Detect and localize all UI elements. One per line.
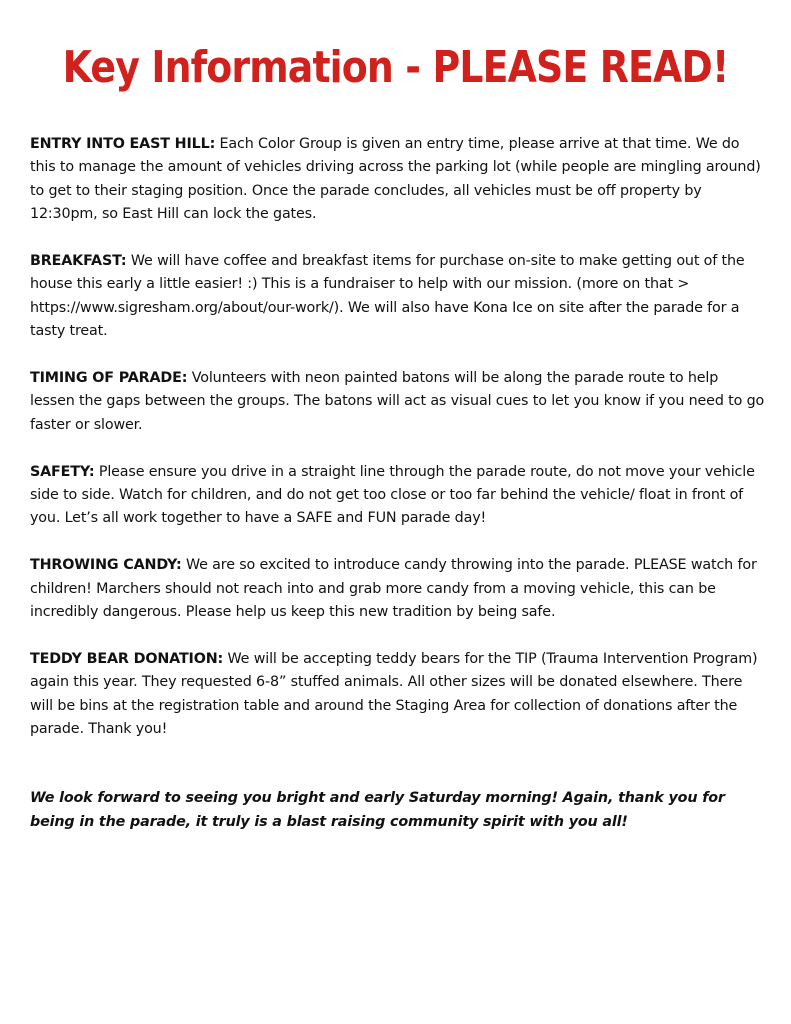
section-body: We will have coffee and breakfast items for purchase on-site to make getting out of the house this early a little easier! :) This is a fundraiser to help with our mission. (more on that > https://www.sigresham.org/about/our-work/). We will also have Kona Ice on site after the parade for a tasty treat. xyxy=(30,253,745,340)
section-entry xyxy=(30,133,765,227)
section-heading: BREAKFAST: xyxy=(30,253,127,270)
section-body: We will be accepting teddy bears for the TIP (Trauma Intervention Program) again this year. They requested 6-8” stuffed animals. All other sizes will be donated elsewhere. There will be bins at the registration table and around the Staging Area for collection of donations after the parade. Thank you! xyxy=(30,650,758,738)
section-body: Each Color Group is given an entry time, please arrive at that time. We do this to manage the amount of vehicles driving across the parking lot (while people are mingling around) to get to their staging position. Once the parade concludes, all vehicles must be off property by 12:30pm, so East Hill can lock the gates. xyxy=(30,136,761,223)
section-body: Volunteers with neon painted batons will be along the parade route to help lessen the gaps between the groups. The batons will act as visual cues to let you know if you need to go faster or slower. xyxy=(30,370,765,433)
page-title: Key Information - PLEASE READ! xyxy=(62,42,729,93)
section-heading: THROWING CANDY: xyxy=(30,557,182,574)
section-safety xyxy=(30,461,765,531)
section-candy xyxy=(30,554,765,624)
section-heading: ENTRY INTO EAST HILL: xyxy=(30,136,216,152)
section-teddy-bear xyxy=(30,648,765,742)
section-heading: TIMING OF PARADE: xyxy=(30,370,188,387)
section-body: Please ensure you drive in a straight line through the parade route, do not move your vehicle side to side. Watch for children, and do not get too close or too far behind the vehicle/ float in front of you. Let’s all work together to have a SAFE and FUN parade day! xyxy=(30,463,755,527)
section-timing xyxy=(30,367,765,437)
closing-message: We look forward to seeing you bright and early Saturday morning! Again, thank you for being in the parade, it truly is a blast raising community spirit with you all! xyxy=(30,790,725,830)
section-heading: SAFETY: xyxy=(30,463,95,480)
section-breakfast xyxy=(30,250,765,344)
section-heading: TEDDY BEAR DONATION: xyxy=(30,650,224,667)
document-body xyxy=(30,133,765,849)
section-body: We are so excited to introduce candy throwing into the parade. PLEASE watch for children! Marchers should not reach into and grab more candy from a moving vehicle, this can be incredibly dangerous. Please help us keep this new tradition by being safe. xyxy=(30,557,757,621)
